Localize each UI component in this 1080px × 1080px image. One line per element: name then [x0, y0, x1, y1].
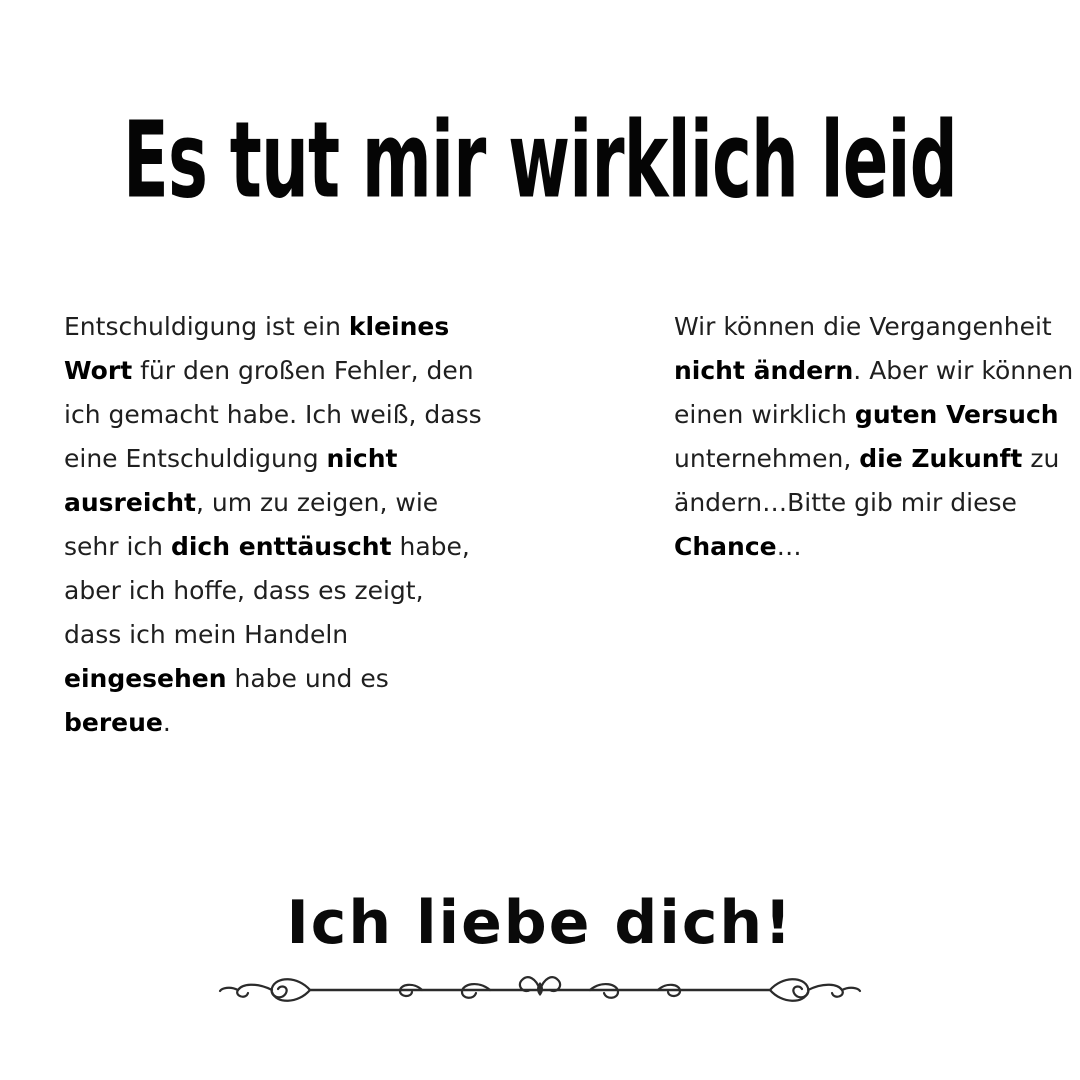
text-column-left [64, 305, 484, 745]
body-text: . Aber wir können einen wirklich [674, 356, 1074, 429]
body-text: für den großen Fehler, den ich gemacht habe. Ich weiß, dass eine Entschuldigung [64, 356, 482, 473]
body-text: , um zu zeigen, wie sehr ich [64, 488, 439, 561]
body-text: … [776, 532, 802, 561]
emphasis-text: eingesehen [64, 664, 227, 693]
emphasis-text: nicht ändern [674, 356, 854, 385]
body-columns [0, 305, 1080, 745]
emphasis-text: guten Versuch [854, 400, 1059, 429]
emphasis-text: bereue [64, 708, 163, 737]
body-text: Wir können die Vergangenheit [674, 312, 1052, 341]
body-text: unternehmen, [674, 444, 860, 473]
body-text: Entschuldigung ist ein [64, 312, 349, 341]
emphasis-text: Chance [674, 532, 777, 561]
emphasis-text: die Zukunft [859, 444, 1023, 473]
text-column-right [674, 305, 1074, 569]
page-title: Es tut mir wirklich leid [123, 99, 957, 222]
body-text: zu ändern…Bitte gib mir diese [674, 444, 1060, 517]
body-text: . [162, 708, 171, 737]
emphasis-text: nicht ausreicht [64, 444, 398, 517]
closing-line: Ich liebe dich! [286, 888, 794, 958]
body-text: habe und es [226, 664, 389, 693]
body-text: habe, aber ich hoffe, dass es zeigt, dass ich mein Handeln [64, 532, 470, 649]
emphasis-text: kleines Wort [64, 312, 450, 385]
emphasis-text: dich enttäuscht [170, 532, 392, 561]
flourish-divider-icon [190, 960, 890, 1020]
